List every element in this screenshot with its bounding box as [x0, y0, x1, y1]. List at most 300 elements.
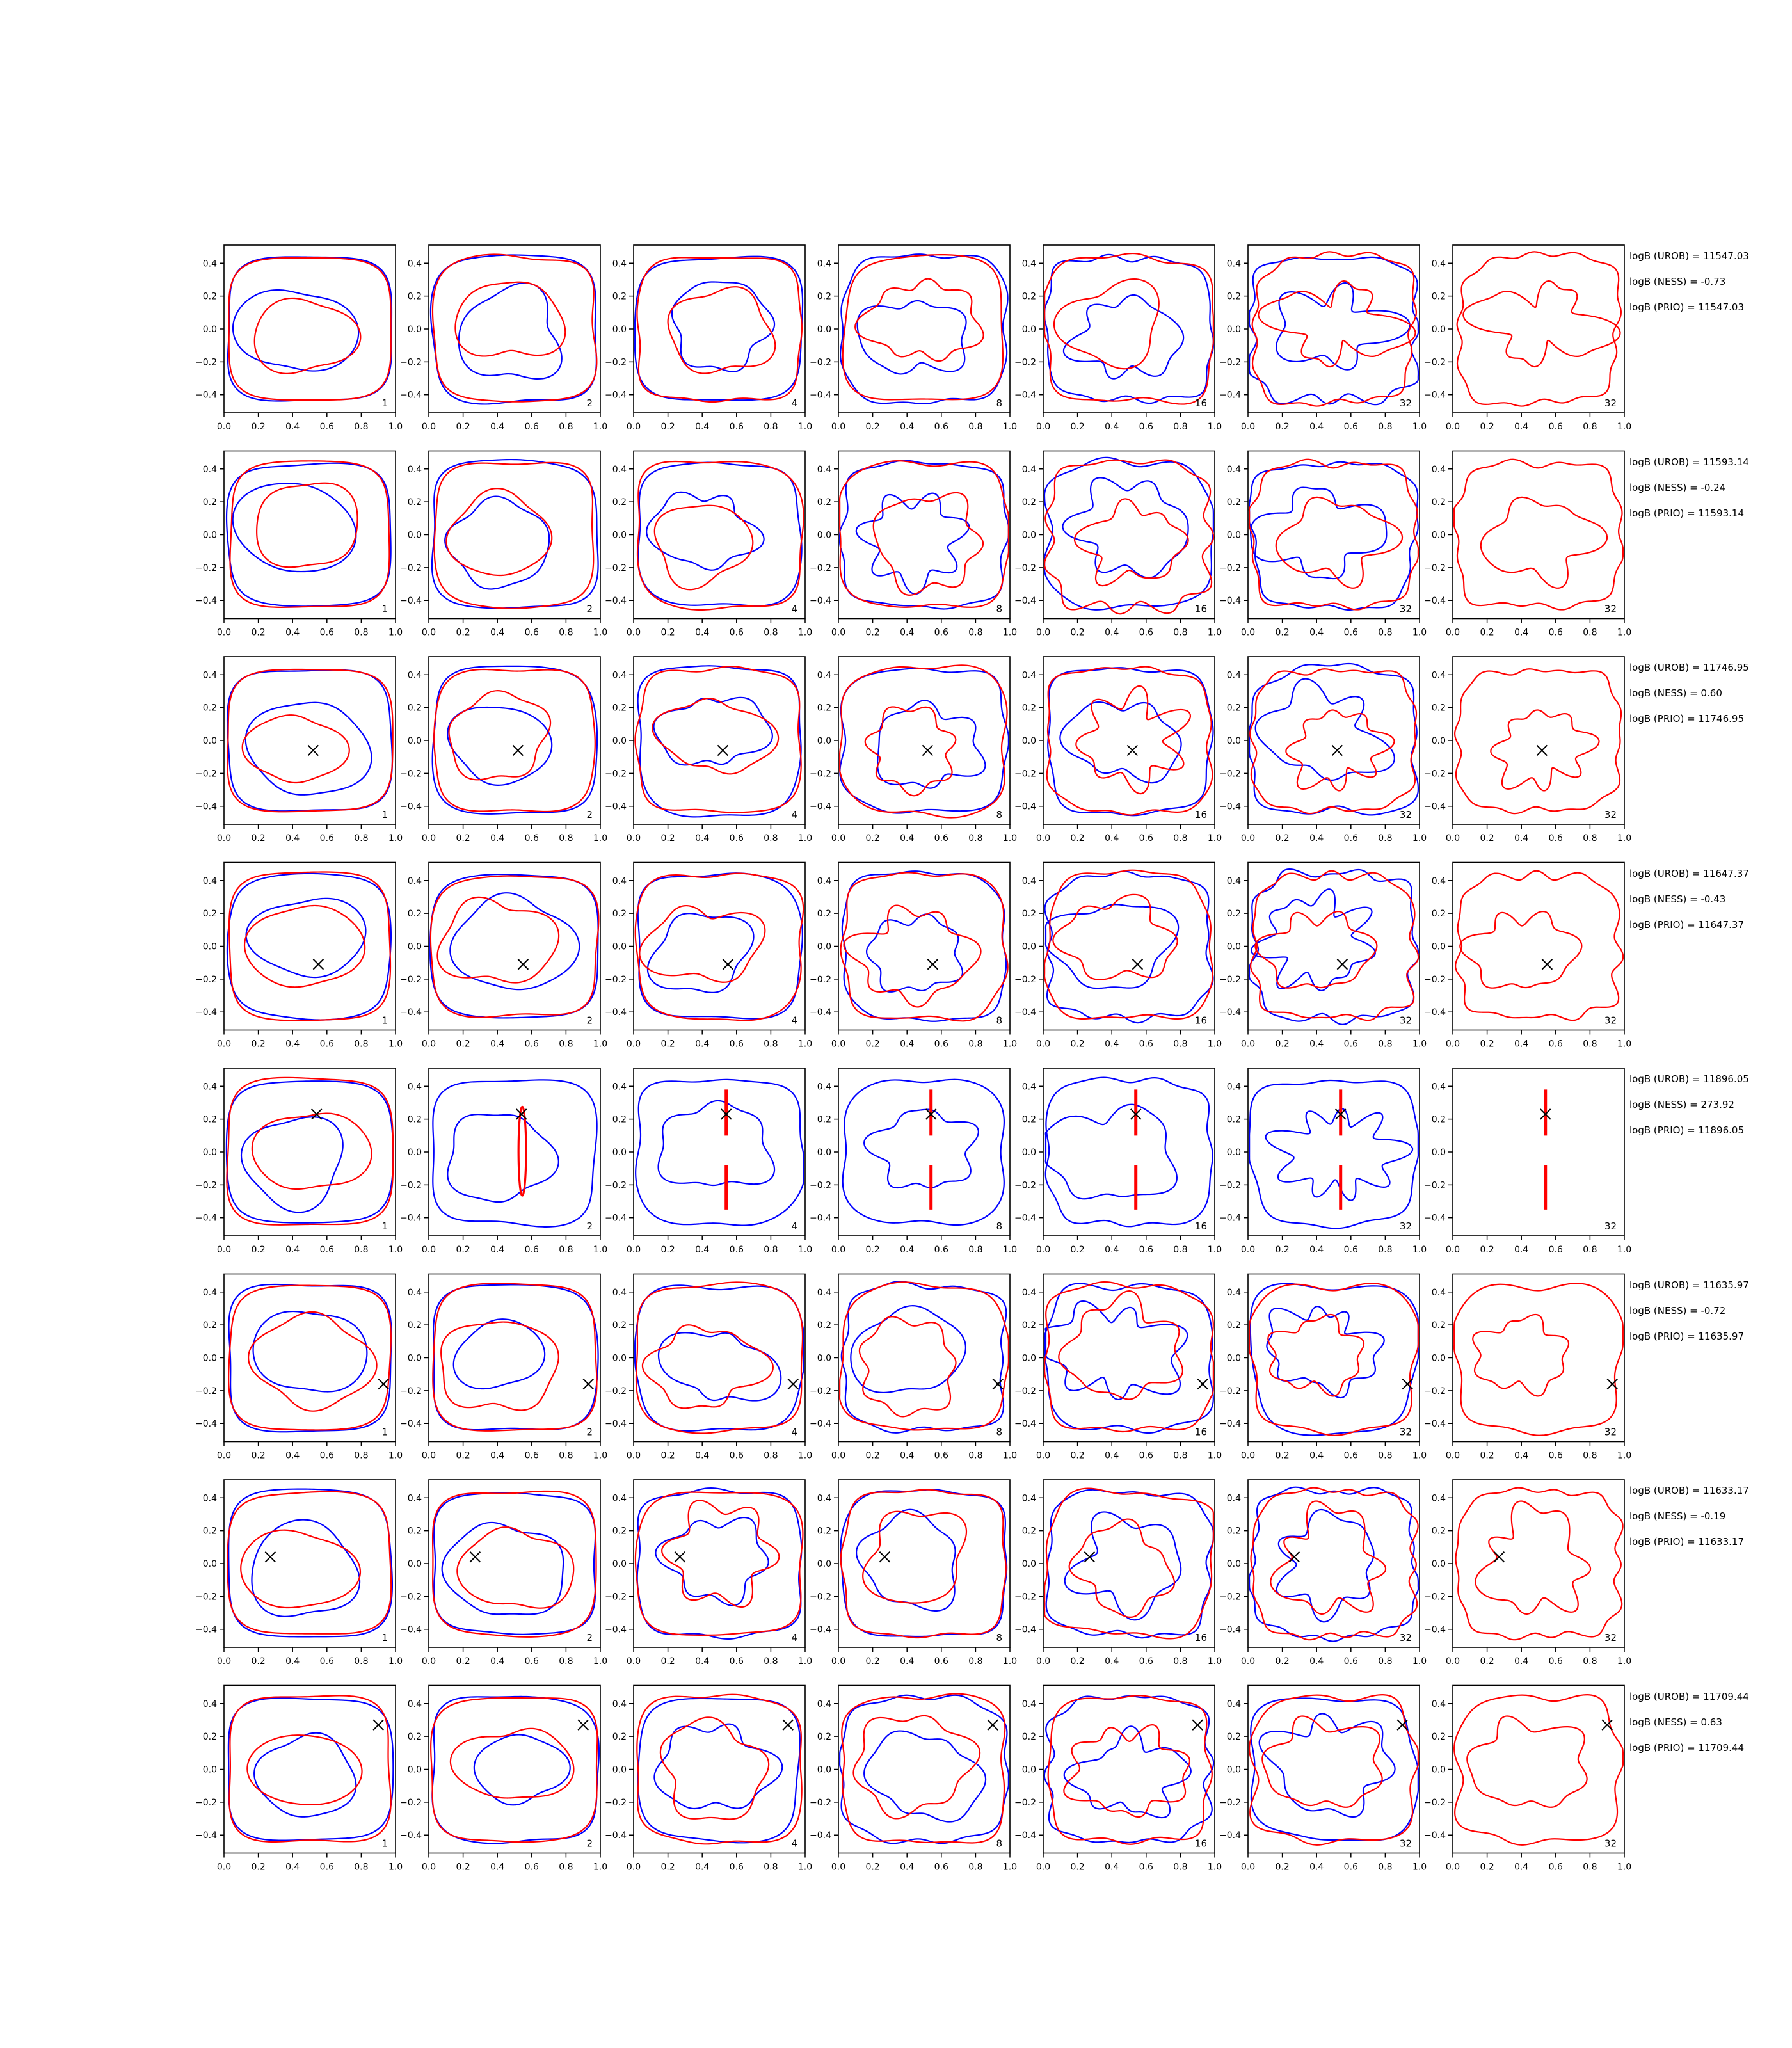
- x-tick-label: 0.0: [1445, 1656, 1460, 1667]
- x-tick-label: 1.0: [1207, 1450, 1222, 1461]
- x-tick-label: 0.4: [490, 422, 505, 432]
- y-tick-label: 0.4: [817, 464, 831, 475]
- y-tick-label: 0.2: [1021, 497, 1036, 508]
- x-tick-label: 0.4: [1514, 1039, 1529, 1050]
- y-tick-label: 0.2: [1021, 1526, 1036, 1537]
- y-tick-label: 0.2: [1226, 497, 1241, 508]
- x-tick-label: 0.2: [1480, 833, 1494, 844]
- y-tick-label: −0.4: [1014, 801, 1036, 812]
- ensemble-size-label: 16: [1194, 1014, 1207, 1027]
- subplot-r7c3: [605, 1480, 812, 1667]
- contour-area: [843, 1080, 1004, 1225]
- axes-spine: [1043, 1068, 1215, 1236]
- y-tick-label: 0.4: [1226, 876, 1241, 886]
- y-tick-label: −0.2: [810, 769, 831, 780]
- ensemble-size-label: 2: [586, 1632, 593, 1644]
- y-tick-label: −0.2: [1014, 1386, 1036, 1396]
- y-tick-label: −0.4: [195, 1213, 217, 1224]
- axes-spine: [224, 451, 396, 619]
- y-tick-label: −0.4: [1424, 1419, 1446, 1430]
- x-tick-label: 0.2: [1070, 1656, 1085, 1667]
- x-marker: [788, 1379, 798, 1389]
- contour-area: [637, 1695, 801, 1844]
- x-tick-label: 0.2: [1480, 1656, 1494, 1667]
- red-contour-inner: [1460, 911, 1581, 988]
- x-tick-label: 0.0: [626, 422, 641, 432]
- x-tick-label: 0.6: [319, 833, 334, 844]
- y-tick-label: −0.4: [1424, 1213, 1446, 1224]
- x-tick-label: 0.6: [1343, 833, 1358, 844]
- x-marker: [879, 1552, 890, 1562]
- y-tick-label: −0.2: [1014, 357, 1036, 368]
- logb-urob-text: logB (UROB) = 11746.95: [1629, 662, 1749, 673]
- y-tick-label: 0.0: [1021, 1764, 1036, 1775]
- x-tick-label: 0.6: [524, 1039, 539, 1050]
- x-marker: [513, 745, 523, 755]
- x-tick-label: 0.2: [865, 833, 880, 844]
- red-contour-inner: [1491, 710, 1599, 790]
- contour-area: [1044, 1489, 1213, 1639]
- y-tick-label: 0.0: [612, 941, 627, 952]
- blue-contour-inner: [1251, 488, 1386, 579]
- x-tick-label: 0.6: [319, 422, 334, 432]
- red-contour-inner: [255, 298, 361, 374]
- y-tick-label: 0.2: [612, 1114, 627, 1125]
- contour-area: [1454, 460, 1623, 610]
- red-contour-outer: [228, 258, 390, 400]
- y-tick-label: 0.4: [612, 464, 627, 475]
- x-tick-label: 0.2: [660, 833, 675, 844]
- y-tick-label: 0.4: [202, 1699, 217, 1709]
- x-tick-label: 0.8: [968, 1862, 983, 1873]
- row-6-annotation: [1629, 1281, 1789, 1357]
- x-tick-label: 0.4: [900, 627, 915, 638]
- x-tick-label: 0.8: [1173, 422, 1188, 432]
- x-tick-label: 0.2: [1275, 1245, 1290, 1255]
- ensemble-size-label: 16: [1194, 397, 1207, 409]
- x-tick-label: 0.4: [1514, 1656, 1529, 1667]
- x-tick-label: 0.2: [1480, 627, 1494, 638]
- y-tick-label: 0.4: [1431, 1493, 1446, 1504]
- y-tick-label: 0.4: [1431, 1287, 1446, 1298]
- x-tick-label: 0.2: [660, 422, 675, 432]
- red-contour-outer: [433, 1491, 596, 1637]
- x-tick-label: 0.6: [524, 1450, 539, 1461]
- y-tick-label: −0.4: [810, 596, 831, 607]
- blue-contour-outer: [228, 1489, 392, 1637]
- y-tick-label: 0.0: [1431, 1353, 1446, 1364]
- x-tick-label: 0.6: [1548, 1245, 1563, 1255]
- blue-contour-outer: [1249, 462, 1418, 610]
- contour-area: [433, 1491, 596, 1637]
- x-tick-label: 0.4: [490, 1039, 505, 1050]
- subplot-r4c2: [400, 863, 607, 1050]
- x-tick-label: 0.0: [1240, 422, 1256, 432]
- y-tick-label: 0.0: [1226, 1764, 1241, 1775]
- x-tick-label: 0.8: [764, 1656, 778, 1667]
- x-tick-label: 0.0: [831, 422, 846, 432]
- blue-contour-outer: [433, 666, 597, 814]
- subplot-r8c5: [1014, 1686, 1222, 1873]
- y-tick-label: −0.4: [810, 1419, 831, 1430]
- subplot-r7c5: [1014, 1480, 1222, 1667]
- subplot-r7c6: [1219, 1480, 1427, 1667]
- y-tick-label: −0.2: [605, 1592, 627, 1603]
- contour-area: [841, 1490, 1007, 1638]
- red-contour-inner: [1276, 497, 1402, 588]
- contour-area: [1454, 1283, 1623, 1435]
- blue-contour-inner: [1064, 295, 1183, 379]
- blue-contour-outer: [1048, 668, 1213, 815]
- y-tick-label: −0.2: [195, 1797, 217, 1808]
- logb-urob-text: logB (UROB) = 11709.44: [1629, 1691, 1749, 1702]
- x-marker: [1607, 1379, 1617, 1389]
- ensemble-size-label: 32: [1604, 809, 1617, 820]
- x-tick-label: 0.6: [934, 422, 948, 432]
- y-tick-label: −0.2: [1219, 1592, 1241, 1603]
- x-tick-label: 0.2: [1070, 627, 1085, 638]
- blue-contour-inner: [233, 483, 356, 572]
- y-tick-label: −0.4: [400, 1830, 422, 1841]
- y-tick-label: 0.4: [612, 670, 627, 681]
- logb-urob-text: logB (UROB) = 11633.17: [1629, 1485, 1749, 1496]
- contour-area: [635, 666, 801, 817]
- axes-spine: [1248, 451, 1420, 619]
- x-tick-label: 0.0: [1240, 1039, 1256, 1050]
- y-tick-label: −0.4: [1219, 1624, 1241, 1635]
- y-tick-label: −0.2: [1219, 357, 1241, 368]
- y-tick-label: 0.4: [817, 259, 831, 269]
- subplot-r3c2: [400, 657, 607, 844]
- x-tick-label: 1.0: [1002, 1862, 1018, 1873]
- blue-contour-inner: [659, 1332, 781, 1400]
- y-tick-label: 0.0: [1021, 1148, 1036, 1158]
- x-tick-label: 0.4: [1105, 1039, 1119, 1050]
- y-tick-label: 0.2: [407, 497, 422, 508]
- blue-contour-outer: [433, 1080, 596, 1226]
- x-tick-label: 0.8: [1583, 1245, 1597, 1255]
- x-tick-label: 0.8: [1583, 1862, 1597, 1873]
- y-tick-label: 0.0: [612, 1764, 627, 1775]
- axes-spine: [224, 1274, 396, 1442]
- x-tick-label: 0.6: [1139, 1656, 1153, 1667]
- contour-area: [1457, 252, 1621, 406]
- x-tick-label: 0.8: [764, 833, 778, 844]
- red-contour-inner: [257, 483, 357, 567]
- axes-spine: [1043, 245, 1215, 413]
- ensemble-size-label: 32: [1399, 397, 1412, 409]
- red-contour-outer: [1249, 1695, 1418, 1845]
- x-tick-label: 0.6: [1139, 422, 1153, 432]
- y-tick-label: 0.2: [202, 909, 217, 920]
- subplot-r3c1: [195, 657, 403, 844]
- y-tick-label: 0.0: [1431, 324, 1446, 335]
- red-contour-inner: [1463, 281, 1620, 367]
- logb-prio-text: logB (PRIO) = 11896.05: [1629, 1124, 1745, 1136]
- y-tick-label: 0.0: [407, 1764, 422, 1775]
- x-tick-label: 0.0: [1445, 833, 1460, 844]
- y-tick-label: −0.4: [400, 390, 422, 401]
- x-tick-label: 0.6: [934, 1450, 948, 1461]
- x-tick-label: 0.0: [1036, 627, 1051, 638]
- x-tick-label: 0.2: [660, 627, 675, 638]
- blue-contour-inner: [442, 1523, 563, 1614]
- contour-area: [1540, 1089, 1551, 1210]
- blue-contour-inner: [655, 1517, 768, 1606]
- subplot-r4c3: [605, 863, 812, 1050]
- y-tick-label: 0.2: [202, 703, 217, 714]
- x-tick-label: 0.0: [1036, 1862, 1051, 1873]
- blue-contour-inner: [253, 1311, 367, 1391]
- y-tick-label: 0.2: [817, 1320, 831, 1331]
- x-tick-label: 0.8: [1378, 627, 1393, 638]
- contour-area: [227, 1078, 393, 1225]
- x-tick-label: 1.0: [1207, 627, 1222, 638]
- x-tick-label: 0.0: [831, 1656, 846, 1667]
- y-tick-label: 0.2: [817, 1114, 831, 1125]
- subplot-r4c4: [810, 863, 1017, 1050]
- y-tick-label: 0.0: [817, 530, 831, 541]
- axes-spine: [838, 657, 1010, 824]
- x-tick-label: 0.0: [1036, 422, 1051, 432]
- y-tick-label: 0.2: [1431, 1320, 1446, 1331]
- y-tick-label: 0.0: [407, 1559, 422, 1569]
- x-tick-label: 0.8: [559, 833, 573, 844]
- subplot-r6c6: [1219, 1274, 1427, 1461]
- y-tick-label: 0.4: [1226, 1493, 1241, 1504]
- blue-contour-outer: [432, 460, 598, 608]
- x-tick-label: 0.0: [216, 1450, 232, 1461]
- y-tick-label: 0.2: [817, 909, 831, 920]
- y-tick-label: 0.4: [817, 1699, 831, 1709]
- red-contour-inner: [247, 1735, 362, 1805]
- x-tick-label: 0.2: [1275, 1862, 1290, 1873]
- subplot-r1c4: [810, 245, 1017, 432]
- y-tick-label: 0.2: [1226, 1114, 1241, 1125]
- x-tick-label: 1.0: [1002, 627, 1018, 638]
- y-tick-label: −0.2: [810, 1180, 831, 1191]
- x-tick-label: 0.0: [421, 1039, 436, 1050]
- x-tick-label: 0.8: [968, 1245, 983, 1255]
- x-tick-label: 0.4: [285, 1245, 300, 1255]
- x-tick-label: 0.6: [1343, 1862, 1358, 1873]
- subplot-r3c6: [1219, 657, 1427, 844]
- y-tick-label: −0.4: [1014, 390, 1036, 401]
- y-tick-label: 0.4: [202, 876, 217, 886]
- y-tick-label: 0.2: [1431, 1114, 1446, 1125]
- axes-spine: [1248, 1068, 1420, 1236]
- blue-contour-outer: [841, 1490, 1007, 1637]
- subplot-r1c3: [605, 245, 812, 432]
- y-tick-label: 0.4: [817, 1287, 831, 1298]
- y-tick-label: 0.2: [1431, 1526, 1446, 1537]
- y-tick-label: −0.4: [810, 1007, 831, 1018]
- red-contour-outer: [1249, 460, 1418, 610]
- subplot-r6c5: [1014, 1274, 1222, 1461]
- ensemble-size-label: 4: [791, 1220, 797, 1232]
- blue-contour-outer: [842, 871, 1006, 1021]
- y-tick-label: 0.2: [407, 1526, 422, 1537]
- subplot-r3c3: [605, 657, 812, 844]
- y-tick-label: −0.4: [400, 596, 422, 607]
- y-tick-label: 0.4: [1431, 1699, 1446, 1709]
- x-marker: [470, 1552, 480, 1562]
- ensemble-size-label: 2: [586, 603, 593, 615]
- y-tick-label: 0.4: [407, 1699, 422, 1709]
- logb-urob-text: logB (UROB) = 11896.05: [1629, 1073, 1749, 1085]
- x-tick-label: 1.0: [1207, 422, 1222, 432]
- blue-contour-outer: [638, 463, 802, 606]
- y-tick-label: 0.2: [407, 1114, 422, 1125]
- y-tick-label: 0.0: [1021, 324, 1036, 335]
- blue-contour-outer: [1045, 871, 1213, 1023]
- x-tick-label: 0.6: [729, 1450, 744, 1461]
- y-tick-label: 0.4: [1226, 670, 1241, 681]
- red-contour-inner: [860, 1316, 956, 1416]
- x-tick-label: 1.0: [797, 422, 813, 432]
- axes-spine: [1453, 451, 1624, 619]
- y-tick-label: 0.0: [407, 1353, 422, 1364]
- blue-contour-inner: [648, 913, 754, 993]
- x-marker: [927, 959, 938, 970]
- y-tick-label: −0.4: [1219, 1007, 1241, 1018]
- logb-prio-text: logB (PRIO) = 11746.95: [1629, 713, 1745, 724]
- red-contour-outer: [431, 1698, 597, 1842]
- x-tick-label: 1.0: [797, 1450, 813, 1461]
- axes-spine: [429, 1686, 600, 1853]
- blue-contour-inner: [856, 1510, 955, 1611]
- y-tick-label: 0.0: [202, 1559, 217, 1569]
- x-tick-label: 0.8: [764, 1862, 778, 1873]
- x-tick-label: 0.2: [865, 422, 880, 432]
- x-tick-label: 0.2: [660, 1862, 675, 1873]
- y-tick-label: −0.4: [1424, 1624, 1446, 1635]
- x-tick-label: 1.0: [388, 833, 403, 844]
- contour-area: [840, 254, 1007, 404]
- y-tick-label: −0.4: [195, 1624, 217, 1635]
- x-tick-label: 0.2: [1070, 422, 1085, 432]
- ensemble-size-label: 4: [791, 809, 797, 820]
- red-contour-inner: [874, 493, 983, 595]
- x-marker: [675, 1552, 685, 1562]
- x-tick-label: 0.8: [968, 627, 983, 638]
- x-tick-label: 0.4: [490, 1245, 505, 1255]
- red-contour-inner: [639, 906, 765, 982]
- blue-contour-inner: [877, 700, 985, 788]
- x-tick-label: 1.0: [1207, 1862, 1222, 1873]
- x-tick-label: 0.8: [1583, 833, 1597, 844]
- x-tick-label: 0.6: [1343, 1450, 1358, 1461]
- y-tick-label: −0.2: [1014, 974, 1036, 985]
- axes-spine: [1248, 1686, 1420, 1853]
- x-tick-label: 0.8: [764, 627, 778, 638]
- x-tick-label: 0.6: [1548, 1862, 1563, 1873]
- y-tick-label: −0.2: [400, 1592, 422, 1603]
- x-tick-label: 0.4: [490, 627, 505, 638]
- x-tick-label: 0.8: [1583, 627, 1597, 638]
- x-tick-label: 0.0: [626, 1450, 641, 1461]
- contour-area: [1454, 1695, 1623, 1845]
- x-tick-label: 1.0: [388, 1862, 403, 1873]
- x-tick-label: 0.2: [1070, 1862, 1085, 1873]
- contour-area: [227, 461, 391, 607]
- contour-area: [1044, 458, 1213, 614]
- blue-contour-outer: [227, 1081, 393, 1223]
- y-tick-label: 0.2: [407, 909, 422, 920]
- y-tick-label: −0.4: [810, 390, 831, 401]
- y-tick-label: 0.0: [1021, 1559, 1036, 1569]
- x-tick-label: 0.0: [216, 833, 232, 844]
- y-tick-label: 0.2: [1431, 291, 1446, 302]
- axes-spine: [634, 1686, 805, 1853]
- x-tick-label: 0.6: [934, 833, 948, 844]
- ensemble-size-label: 8: [996, 1014, 1002, 1027]
- row-4-annotation: [1629, 869, 1789, 946]
- x-tick-label: 0.0: [421, 1450, 436, 1461]
- y-tick-label: 0.0: [1226, 1559, 1241, 1569]
- y-tick-label: 0.4: [817, 1493, 831, 1504]
- x-tick-label: 0.6: [524, 1656, 539, 1667]
- ensemble-size-label: 8: [996, 397, 1002, 409]
- y-tick-label: −0.2: [1014, 1592, 1036, 1603]
- x-tick-label: 0.8: [354, 1656, 369, 1667]
- x-tick-label: 0.4: [695, 1656, 710, 1667]
- x-tick-label: 0.2: [1275, 627, 1290, 638]
- x-tick-label: 0.8: [1378, 422, 1393, 432]
- subplot-r2c4: [810, 451, 1017, 638]
- blue-contour-inner: [454, 1319, 545, 1389]
- red-contour-inner: [1054, 279, 1159, 369]
- logb-ness-text: logB (NESS) = 0.63: [1629, 1716, 1722, 1728]
- red-contour-outer: [1456, 1488, 1623, 1640]
- x-tick-label: 0.6: [1139, 833, 1153, 844]
- x-tick-label: 0.2: [865, 1245, 880, 1255]
- x-tick-label: 1.0: [593, 1245, 608, 1255]
- x-tick-label: 0.0: [626, 627, 641, 638]
- y-tick-label: 0.0: [202, 324, 217, 335]
- x-tick-label: 1.0: [388, 1039, 403, 1050]
- y-tick-label: −0.2: [400, 974, 422, 985]
- axes-spine: [634, 1480, 805, 1647]
- x-marker: [308, 745, 318, 755]
- x-tick-label: 0.4: [1514, 1245, 1529, 1255]
- red-contour-outer: [1044, 870, 1213, 1019]
- x-tick-label: 0.4: [1105, 422, 1119, 432]
- y-tick-label: 0.2: [1431, 909, 1446, 920]
- blue-contour-inner: [1046, 1105, 1177, 1199]
- contour-area: [228, 1695, 393, 1841]
- y-tick-label: −0.4: [1014, 1624, 1036, 1635]
- x-marker: [783, 1720, 793, 1730]
- x-tick-label: 0.8: [559, 1245, 573, 1255]
- x-tick-label: 1.0: [388, 627, 403, 638]
- x-tick-label: 0.4: [285, 1450, 300, 1461]
- contour-area: [1044, 870, 1213, 1023]
- y-tick-label: 0.4: [612, 1287, 627, 1298]
- x-tick-label: 0.6: [729, 1039, 744, 1050]
- x-tick-label: 0.4: [1514, 422, 1529, 432]
- axes-spine: [1453, 1686, 1624, 1853]
- ensemble-size-label: 32: [1604, 1837, 1617, 1850]
- x-tick-label: 1.0: [593, 1862, 608, 1873]
- y-tick-label: 0.0: [817, 941, 831, 952]
- y-tick-label: 0.0: [407, 941, 422, 952]
- x-tick-label: 1.0: [1412, 1039, 1427, 1050]
- y-tick-label: −0.2: [605, 769, 627, 780]
- axes-spine: [1043, 1480, 1215, 1647]
- blue-contour-outer: [1251, 1698, 1418, 1840]
- y-tick-label: 0.4: [407, 1287, 422, 1298]
